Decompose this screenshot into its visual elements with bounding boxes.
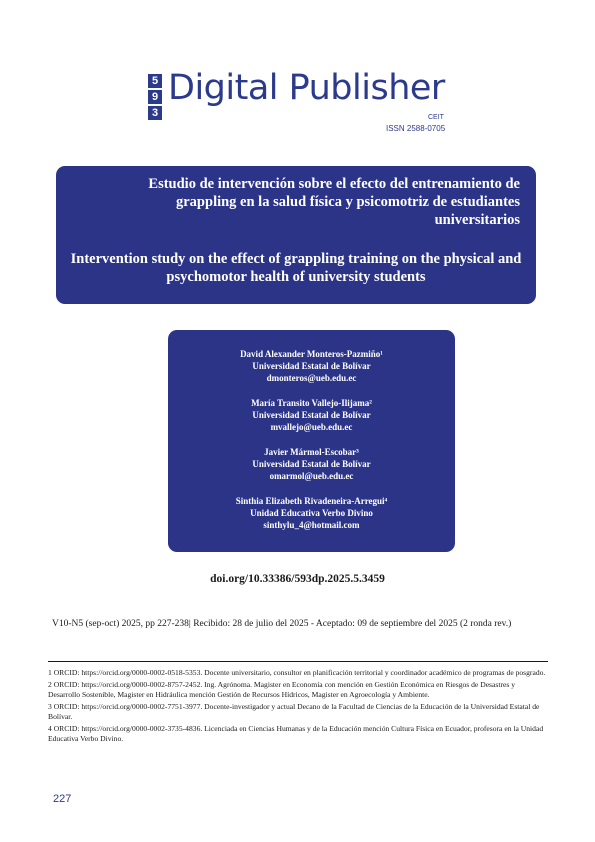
logo-digit: 5 xyxy=(148,74,162,88)
footnote: 4 ORCID: https://orcid.org/0000-0002-3735-4836. Licenciada en Ciencias Humanas y de la Educación mención Cultura Física en Ecuador, profesora en la Unidad Educativa Verbo Divino. xyxy=(48,724,544,743)
page-number: 227 xyxy=(53,793,72,805)
journal-name: Digital Publisher xyxy=(168,68,445,108)
title-box xyxy=(56,166,536,304)
authors-box xyxy=(168,330,455,552)
author-email[interactable]: sinthylu_4@hotmail.com xyxy=(263,520,360,530)
journal-ceit: CEIT xyxy=(428,114,444,121)
author-email[interactable]: dmonteros@ueb.edu.ec xyxy=(266,373,357,383)
author-name: Sinthia Elizabeth Rivadeneira-Arregui⁴ xyxy=(235,496,388,506)
author-name: David Alexander Monteros-Pazmiño¹ xyxy=(240,349,383,359)
journal-logo xyxy=(148,68,458,134)
author-block xyxy=(168,446,455,482)
footnote: 1 ORCID: https://orcid.org/0000-0002-0518-5353. Docente universitario, consultor en planificación territorial y coordinador académico de programas de posgrado. xyxy=(48,668,546,677)
logo-number-block xyxy=(148,74,163,122)
author-block xyxy=(168,495,455,531)
footnotes xyxy=(48,668,548,746)
author-email[interactable]: omarmol@ueb.edu.ec xyxy=(269,471,354,481)
logo-digit: 9 xyxy=(148,90,162,104)
author-affiliation: Universidad Estatal de Bolívar xyxy=(252,410,371,420)
footnote: 3 ORCID: https://orcid.org/0000-0002-7751-3977. Docente-investigador y actual Decano de la Facultad de Ciencias de la Educación de la Universidad Estatal de Bolívar. xyxy=(48,702,540,721)
doi-link[interactable]: doi.org/10.33386/593dp.2025.5.3459 xyxy=(210,573,385,585)
footnote: 2 ORCID: https://orcid.org/0000-0002-8757-2452. Ing. Agrónoma. Magister en Economía con mención en Gestión Económica en Riesgos de Desastres y Desarrollo Sostenible, Magister en Hidráulica mención Gestión de Recursos Hídricos, Magister en Agroecología y Ambiente. xyxy=(48,680,516,699)
author-name: María Transito Vallejo-Ilijama² xyxy=(251,398,372,408)
title-spanish: Estudio de intervención sobre el efecto del entrenamiento de grappling en la salud física y psicomotriz de estudiantes universitarios xyxy=(148,176,520,228)
author-block xyxy=(168,397,455,433)
author-email[interactable]: mvallejo@ueb.edu.ec xyxy=(270,422,353,432)
title-english: Intervention study on the effect of grappling training on the physical and psychomotor health of university students xyxy=(70,251,522,285)
author-affiliation: Unidad Educativa Verbo Divino xyxy=(250,508,373,518)
author-name: Javier Mármol-Escobar³ xyxy=(264,447,359,457)
logo-digit: 3 xyxy=(148,106,162,120)
author-block xyxy=(168,348,455,384)
journal-issn: ISSN 2588-0705 xyxy=(386,124,446,133)
publication-dates: V10-N5 (sep-oct) 2025, pp 227-238| Recibido: 28 de julio del 2025 - Aceptado: 09 de septiembre del 2025 (2 ronda rev.) xyxy=(52,619,512,629)
footnote-divider xyxy=(48,661,548,662)
author-affiliation: Universidad Estatal de Bolívar xyxy=(252,459,371,469)
author-affiliation: Universidad Estatal de Bolívar xyxy=(252,361,371,371)
